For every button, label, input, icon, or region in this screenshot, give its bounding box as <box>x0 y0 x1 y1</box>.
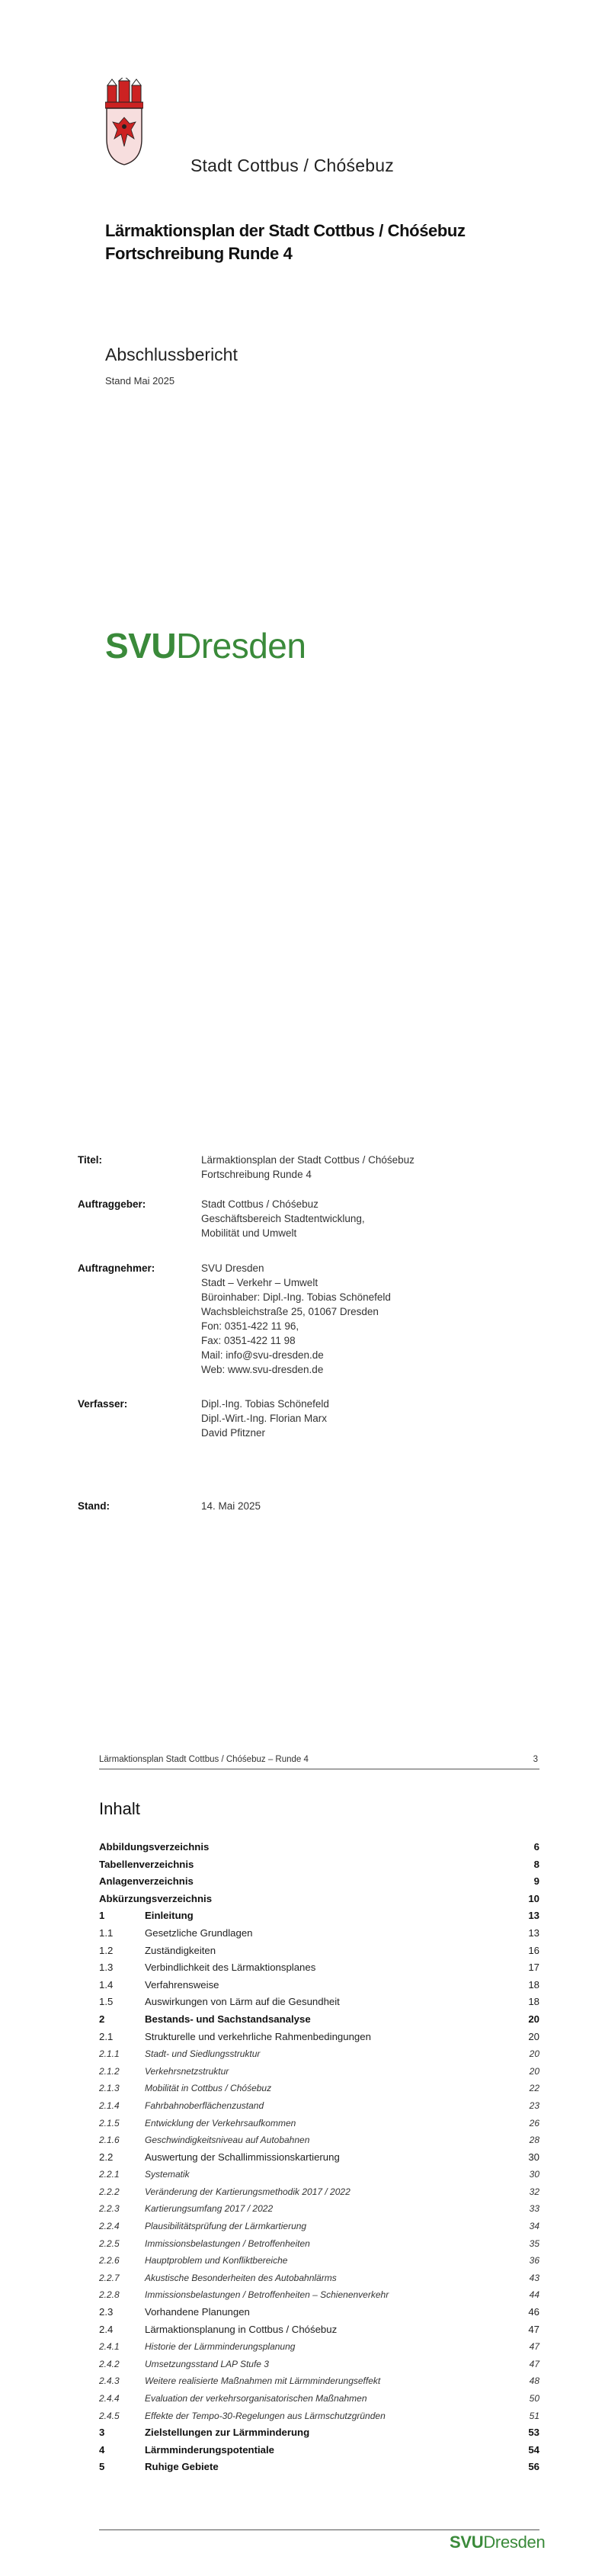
info-line[interactable]: Web: www.svu-dresden.de <box>201 1364 324 1375</box>
info-line: Geschäftsbereich Stadtentwicklung, <box>201 1213 365 1224</box>
toc-entry-page: 23 <box>529 2100 539 2111</box>
toc-entry[interactable] <box>99 2321 539 2339</box>
toc-entry[interactable] <box>99 2338 539 2356</box>
cover-title-line1: Lärmaktionsplan der Stadt Cottbus / Chóśebuz <box>105 221 466 240</box>
toc-entry-number: 2.1.2 <box>99 2065 120 2077</box>
toc-entry-title: Einleitung <box>145 1910 194 1922</box>
toc-entry-page: 35 <box>529 2238 539 2249</box>
toc-entry-page: 48 <box>529 2376 539 2387</box>
toc-entry-title: Immissionsbelastungen / Betroffenheiten – Schienenverkehr <box>145 2289 389 2301</box>
info-line: Büroinhaber: Dipl.-Ing. Tobias Schönefeld <box>201 1291 391 1303</box>
toc-entry-number: 2.2.7 <box>99 2272 120 2283</box>
toc-entry-title: Plausibilitätsprüfung der Lärmkartierung <box>145 2221 307 2232</box>
toc-entry[interactable] <box>99 2408 539 2425</box>
toc-entry-title: Stadt- und Siedlungsstruktur <box>145 2048 261 2060</box>
toc-entry-number: 2.2.3 <box>99 2203 120 2215</box>
toc-entry[interactable] <box>99 1959 539 1977</box>
info-line: Wachsbleichstraße 25, 01067 Dresden <box>201 1306 379 1317</box>
toc-entry[interactable] <box>99 2372 539 2390</box>
toc-entry-number: 2.1.3 <box>99 2083 120 2094</box>
toc-entry-page: 30 <box>529 2169 539 2180</box>
toc-entry-page: 43 <box>529 2272 539 2283</box>
toc-entry[interactable] <box>99 2045 539 2063</box>
info-line: Stadt – Verkehr – Umwelt <box>201 1277 319 1288</box>
toc-entry-page: 18 <box>528 1978 539 1991</box>
toc-entry-number: 2.2.4 <box>99 2221 120 2232</box>
cover-title-line2: Fortschreibung Runde 4 <box>105 244 293 263</box>
toc-entry[interactable] <box>99 1925 539 1942</box>
toc-entry-page: 18 <box>528 1996 539 2008</box>
toc-entry-number: 1.4 <box>99 1978 114 1991</box>
toc-entry-title: Fahrbahnoberflächenzustand <box>145 2100 264 2111</box>
toc-entry[interactable] <box>99 2183 539 2201</box>
info-value <box>201 1197 365 1240</box>
toc-entry[interactable] <box>99 2200 539 2218</box>
toc-entry[interactable] <box>99 1856 539 1874</box>
footer-divider <box>99 2529 539 2530</box>
info-line: David Pfitzner <box>201 1427 266 1439</box>
toc-entry-number: 2.2.8 <box>99 2289 120 2301</box>
toc-entry-page: 32 <box>529 2186 539 2197</box>
info-line: Stadt Cottbus / Chóśebuz <box>201 1198 319 1210</box>
toc-entry-number: 2.4 <box>99 2323 114 2335</box>
toc-entry[interactable] <box>99 2424 539 2442</box>
footer-svu-dresden-logo <box>450 2533 545 2552</box>
toc-entry-title: Mobilität in Cottbus / Chóśebuz <box>145 2083 272 2094</box>
toc-entry-title: Abbildungsverzeichnis <box>99 1841 210 1853</box>
toc-entry-page: 47 <box>529 2358 539 2369</box>
toc-entry[interactable] <box>99 2390 539 2408</box>
toc-entry[interactable] <box>99 1942 539 1960</box>
toc-entry-title: Evaluation der verkehrsorganisatorischen Maßnahmen <box>145 2393 367 2404</box>
toc-entry-number: 2.4.2 <box>99 2358 120 2369</box>
info-line[interactable]: Mail: info@svu-dresden.de <box>201 1349 324 1361</box>
toc-entry-title: Strukturelle und verkehrliche Rahmenbedingungen <box>145 2030 371 2042</box>
toc-entry-page: 20 <box>528 2013 539 2025</box>
toc-entry-number: 1.3 <box>99 1962 114 1974</box>
toc-entry-title: Zuständigkeiten <box>145 1944 216 1956</box>
info-line: Dipl.-Ing. Tobias Schönefeld <box>201 1398 329 1410</box>
toc-entry-number: 2.3 <box>99 2306 114 2318</box>
toc-entry-title: Gesetzliche Grundlagen <box>145 1926 253 1939</box>
toc-entry-number: 2.2.1 <box>99 2169 120 2180</box>
toc-entry[interactable] <box>99 1994 539 2011</box>
toc-entry-title: Veränderung der Kartierungsmethodik 2017 / 2022 <box>145 2186 351 2197</box>
toc-entry-title: Geschwindigkeitsniveau auf Autobahnen <box>145 2135 310 2146</box>
toc-entry-number: 2 <box>99 2013 105 2025</box>
logo-light-part: Dresden <box>483 2533 546 2552</box>
cover-title <box>105 220 466 265</box>
toc-entry[interactable] <box>99 2029 539 2046</box>
toc-entry-page: 56 <box>528 2461 539 2473</box>
toc-entry[interactable] <box>99 2286 539 2304</box>
toc-entry-page: 51 <box>529 2410 539 2421</box>
toc-entry-number: 5 <box>99 2461 105 2473</box>
info-label: Titel: <box>78 1154 103 1166</box>
logo-bold-part: SVU <box>105 626 177 666</box>
toc-entry-number: 2.1.5 <box>99 2117 120 2128</box>
toc-entry-title: Entwicklung der Verkehrsaufkommen <box>145 2117 296 2128</box>
toc-heading: Inhalt <box>99 1799 140 1818</box>
toc-entry-number: 2.2.2 <box>99 2186 120 2197</box>
toc-entry-page: 28 <box>529 2135 539 2146</box>
report-type: Abschlussbericht <box>105 345 238 364</box>
toc-entry-page: 50 <box>529 2393 539 2404</box>
toc-entry[interactable] <box>99 2304 539 2321</box>
toc-entry-title: Ruhige Gebiete <box>145 2461 219 2473</box>
toc-entry-number: 2.4.3 <box>99 2376 120 2387</box>
toc-entry-page: 9 <box>533 1875 539 1888</box>
toc-entry[interactable] <box>99 2270 539 2287</box>
cottbus-coat-of-arms-icon <box>105 78 143 166</box>
toc-entry-number: 2.2.6 <box>99 2255 120 2266</box>
toc-entry[interactable] <box>99 2442 539 2459</box>
toc-entry-page: 36 <box>529 2255 539 2266</box>
toc-entry[interactable] <box>99 2218 539 2235</box>
toc-entry[interactable] <box>99 1839 539 1856</box>
svu-dresden-logo <box>105 625 306 666</box>
toc-entry-page: 46 <box>528 2306 539 2318</box>
info-value <box>201 1397 329 1440</box>
toc-entry-page: 10 <box>528 1892 539 1904</box>
info-line: 14. Mai 2025 <box>201 1500 261 1512</box>
info-line: Lärmaktionsplan der Stadt Cottbus / Chóśebuz <box>201 1154 415 1166</box>
toc-entry-title: Zielstellungen zur Lärmminderung <box>145 2427 310 2439</box>
toc-entry[interactable] <box>99 2235 539 2253</box>
toc-entry-number: 1.2 <box>99 1944 114 1956</box>
toc-entry[interactable] <box>99 2063 539 2080</box>
toc-entry-number: 2.1.6 <box>99 2135 120 2146</box>
toc-entry-title: Auswertung der Schallimmissionskartierung <box>145 2151 340 2163</box>
toc-entry-title: Anlagenverzeichnis <box>99 1875 194 1888</box>
toc-entry-title: Verfahrensweise <box>145 1978 219 1991</box>
logo-bold-part: SVU <box>450 2533 484 2552</box>
toc-entry-title: Abkürzungsverzeichnis <box>99 1892 213 1904</box>
toc-entry-title: Umsetzungsstand LAP Stufe 3 <box>145 2358 269 2369</box>
toc-entry[interactable] <box>99 2149 539 2167</box>
toc-entry-number: 2.4.5 <box>99 2410 120 2421</box>
toc-entry-title: Immissionsbelastungen / Betroffenheiten <box>145 2238 310 2249</box>
toc-entry-title: Tabellenverzeichnis <box>99 1858 194 1870</box>
toc-entry[interactable] <box>99 2011 539 2029</box>
toc-entry-title: Auswirkungen von Lärm auf die Gesundheit <box>145 1996 340 2008</box>
toc-entry-page: 22 <box>529 2083 539 2094</box>
toc-entry[interactable] <box>99 2459 539 2476</box>
toc-entry[interactable] <box>99 2115 539 2132</box>
toc-entry[interactable] <box>99 2097 539 2115</box>
info-line: Fon: 0351-422 11 96, <box>201 1320 299 1332</box>
toc-entry[interactable] <box>99 2132 539 2149</box>
toc-entry-title: Akustische Besonderheiten des Autobahnlärms <box>145 2272 337 2283</box>
toc-entry[interactable] <box>99 1977 539 1994</box>
toc-entry-title: Verbindlichkeit des Lärmaktionsplanes <box>145 1962 316 1974</box>
toc-entry-number: 2.1.1 <box>99 2048 120 2060</box>
toc-entry-title: Hauptproblem und Konfliktbereiche <box>145 2255 288 2266</box>
info-label: Stand: <box>78 1500 110 1512</box>
cover-city-name: Stadt Cottbus / Chóśebuz <box>190 156 394 175</box>
toc-entry[interactable] <box>99 2166 539 2183</box>
toc-entry-page: 33 <box>529 2203 539 2215</box>
page-header-title: Lärmaktionsplan Stadt Cottbus / Chóśebuz – Runde 4 <box>99 1755 309 1764</box>
toc-entry[interactable] <box>99 1873 539 1891</box>
toc-entry-number: 1 <box>99 1910 105 1922</box>
toc-entry-title: Lärmminderungspotentiale <box>145 2443 274 2456</box>
page-number: 3 <box>533 1755 538 1764</box>
toc-entry-number: 3 <box>99 2427 105 2439</box>
toc-entry-page: 8 <box>533 1858 539 1870</box>
report-date: Stand Mai 2025 <box>105 375 175 387</box>
toc-entry-number: 2.2.5 <box>99 2238 120 2249</box>
toc-entry-number: 2.1.4 <box>99 2100 120 2111</box>
info-label: Verfasser: <box>78 1398 128 1410</box>
toc-entry-title: Kartierungsumfang 2017 / 2022 <box>145 2203 274 2215</box>
info-line: Fax: 0351-422 11 98 <box>201 1335 296 1346</box>
toc-entry-title: Bestands- und Sachstandsanalyse <box>145 2013 311 2025</box>
info-line: Mobilität und Umwelt <box>201 1227 297 1239</box>
toc-entry-page: 20 <box>529 2048 539 2060</box>
table-of-contents <box>99 1839 539 2476</box>
toc-entry-title: Vorhandene Planungen <box>145 2306 250 2318</box>
toc-entry-page: 17 <box>528 1962 539 1974</box>
toc-entry[interactable] <box>99 2080 539 2097</box>
info-value <box>201 1499 261 1513</box>
toc-entry-page: 30 <box>528 2151 539 2163</box>
toc-entry-page: 47 <box>529 2341 539 2353</box>
toc-entry-page: 13 <box>528 1926 539 1939</box>
toc-entry-title: Historie der Lärmminderungsplanung <box>145 2341 296 2353</box>
toc-entry[interactable] <box>99 2356 539 2373</box>
toc-entry-page: 47 <box>528 2323 539 2335</box>
toc-entry-page: 20 <box>529 2065 539 2077</box>
toc-entry-page: 13 <box>528 1910 539 1922</box>
info-line: Fortschreibung Runde 4 <box>201 1169 312 1180</box>
info-label: Auftraggeber: <box>78 1198 146 1210</box>
toc-entry-title: Systematik <box>145 2169 190 2180</box>
info-label: Auftragnehmer: <box>78 1262 155 1274</box>
toc-entry-page: 20 <box>528 2030 539 2042</box>
toc-entry-number: 2.4.4 <box>99 2393 120 2404</box>
info-value <box>201 1261 391 1377</box>
toc-entry-page: 53 <box>528 2427 539 2439</box>
toc-entry-page: 34 <box>529 2221 539 2232</box>
toc-entry-title: Weitere realisierte Maßnahmen mit Lärmminderungseffekt <box>145 2376 381 2387</box>
toc-entry-page: 16 <box>528 1944 539 1956</box>
toc-entry[interactable] <box>99 1907 539 1925</box>
toc-entry-number: 1.5 <box>99 1996 114 2008</box>
toc-entry-page: 6 <box>533 1841 539 1853</box>
toc-entry-title: Effekte der Tempo-30-Regelungen aus Lärmschutzgründen <box>145 2410 386 2421</box>
toc-entry-number: 2.4.1 <box>99 2341 120 2353</box>
toc-entry-page: 54 <box>528 2443 539 2456</box>
toc-entry-number: 4 <box>99 2443 105 2456</box>
toc-entry-page: 26 <box>529 2117 539 2128</box>
toc-entry-number: 1.1 <box>99 1926 114 1939</box>
info-value <box>201 1153 415 1182</box>
logo-light-part: Dresden <box>176 626 306 666</box>
toc-entry-page: 44 <box>529 2289 539 2301</box>
info-line: SVU Dresden <box>201 1262 264 1274</box>
toc-entry-number: 2.1 <box>99 2030 114 2042</box>
toc-entry-title: Verkehrsnetzstruktur <box>145 2065 229 2077</box>
toc-entry-title: Lärmaktionsplanung in Cottbus / Chóśebuz <box>145 2323 338 2335</box>
toc-entry[interactable] <box>99 2252 539 2270</box>
toc-entry-number: 2.2 <box>99 2151 114 2163</box>
toc-entry[interactable] <box>99 1891 539 1908</box>
info-line: Dipl.-Wirt.-Ing. Florian Marx <box>201 1413 328 1424</box>
